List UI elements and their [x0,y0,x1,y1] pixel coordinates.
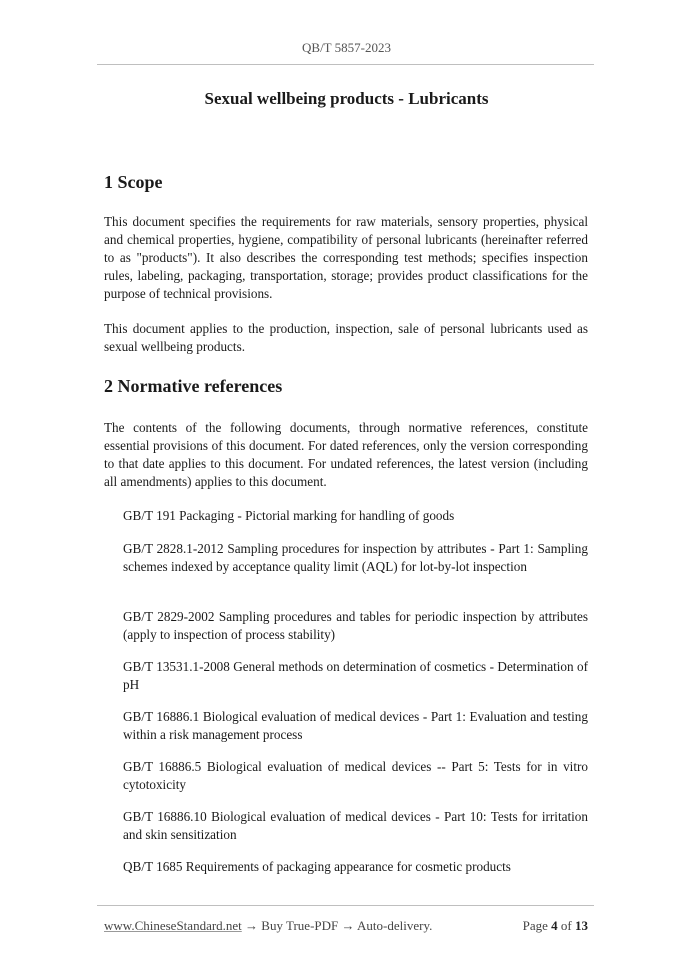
reference-item: GB/T 13531.1-2008 General methods on determination of cosmetics - Determination of pH [123,659,588,692]
section-heading-scope: 1 Scope [104,172,163,192]
footer-promo [104,918,432,934]
scope-paragraph-2: This document applies to the production, inspection, sale of personal lubricants used as sexual wellbeing products. [104,321,588,354]
auto-delivery-text: Auto-delivery. [357,918,433,933]
reference-item: GB/T 16886.10 Biological evaluation of medical devices - Part 10: Tests for irritation and skin sensitization [123,809,588,842]
reference-item: GB/T 2828.1-2012 Sampling procedures for inspection by attributes - Part 1: Sampling schemes indexed by acceptance quality limit (AQL) for lot-by-lot inspection [123,541,588,574]
total-pages: 13 [575,918,588,933]
normative-intro-paragraph: The contents of the following documents, through normative references, constitute essential provisions of this document. For dated references, only the version corresponding to that date applies to this document. For undated references, the latest version (including all amendments) applies to this document. [104,420,588,489]
page-number: 4 [551,918,558,933]
reference-item: GB/T 16886.1 Biological evaluation of medical devices - Part 1: Evaluation and testing within a risk management process [123,709,588,742]
of-label: of [560,918,572,933]
document-title: Sexual wellbeing products - Lubricants [204,89,489,108]
reference-item: GB/T 2829-2002 Sampling procedures and tables for periodic inspection by attributes (apply to inspection of process stability) [123,609,588,642]
footer-divider [97,905,594,906]
header-divider [97,64,594,65]
page-indicator [523,918,588,934]
buy-true-pdf-link[interactable]: Buy True-PDF [261,918,339,933]
section-heading-normative-references: 2 Normative references [104,376,283,396]
reference-item: GB/T 16886.5 Biological evaluation of medical devices -- Part 5: Tests for in vitro cytotoxicity [123,759,588,792]
arrow-icon: → [338,918,358,933]
site-link[interactable]: www.ChineseStandard.net [104,918,242,933]
page-label: Page [522,918,548,933]
arrow-icon: → [241,918,262,933]
reference-item: QB/T 1685 Requirements of packaging appearance for cosmetic products [123,859,511,874]
scope-paragraph-1: This document specifies the requirements for raw materials, sensory properties, physical and chemical properties, hygiene, compatibility of personal lubricants (hereinafter referred to as "products"). It also describes the corresponding test methods; specifies inspection rules, labeling, packaging, transportation, storage; provides product classifications for the purpose of technical provisions. [104,214,588,301]
reference-item: GB/T 191 Packaging - Pictorial marking for handling of goods [123,508,455,523]
header-standard-code: QB/T 5857-2023 [302,40,391,55]
